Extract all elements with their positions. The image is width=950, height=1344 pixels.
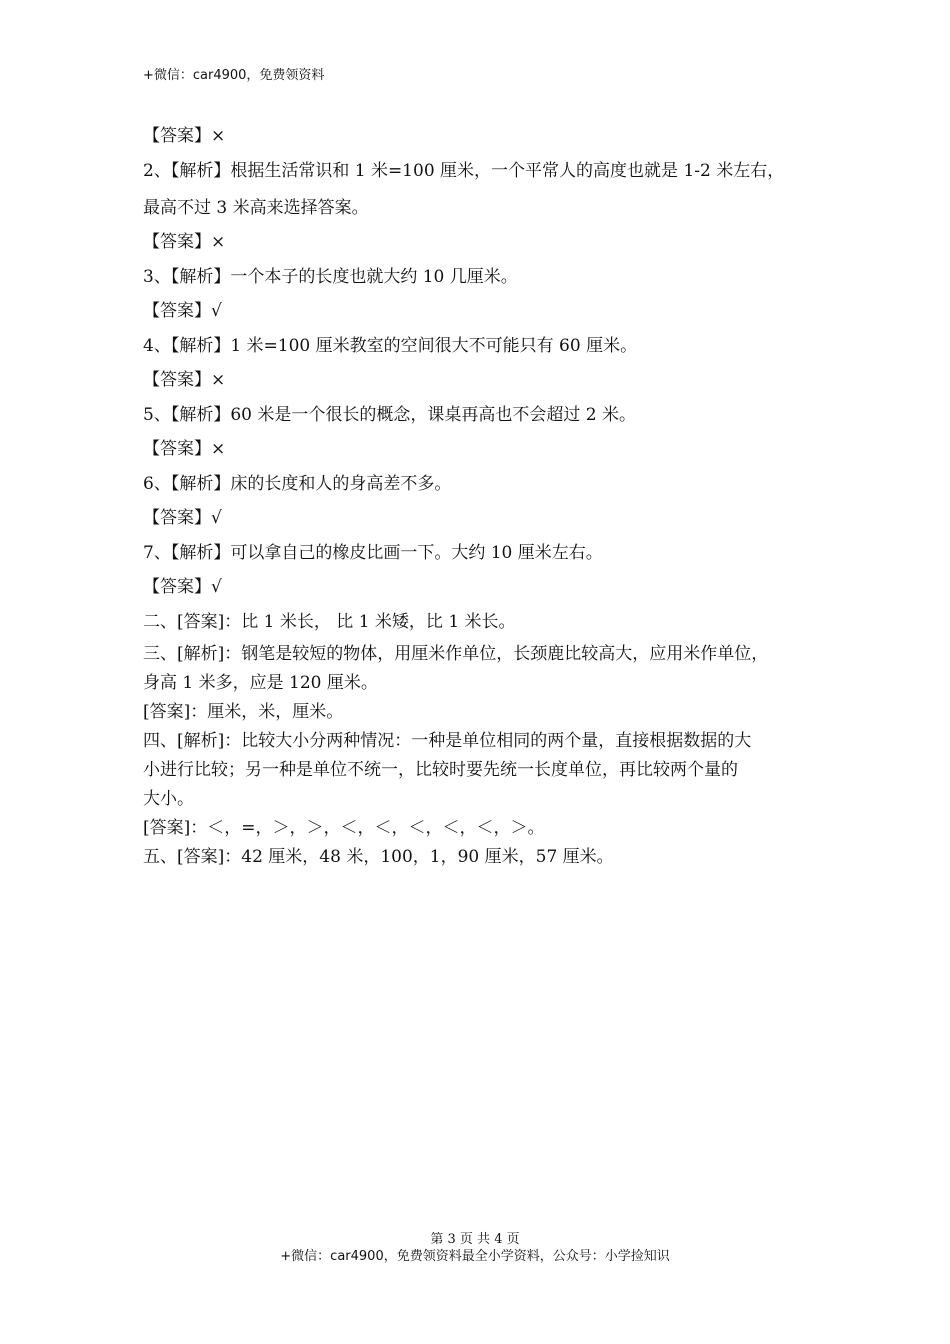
- analysis-line: 6、【解析】床的长度和人的身高差不多。: [143, 474, 452, 494]
- analysis-line: 7、【解析】可以拿自己的橡皮比画一下。大约 10 厘米左右。: [143, 543, 603, 563]
- footer-note: +微信：car4900，免费领资料最全小学资料，公众号：小学捡知识: [280, 1249, 670, 1264]
- analysis-line: 4、【解析】1 米=100 厘米教室的空间很大不可能只有 60 厘米。: [143, 336, 638, 356]
- analysis-line: 5、【解析】60 米是一个很长的概念，课桌再高也不会超过 2 米。: [143, 405, 636, 425]
- header-note: +微信：car4900，免费领资料: [143, 68, 325, 83]
- section-answer-line: 五、[答案]：42 厘米，48 米，100，1，90 厘米，57 厘米。: [143, 847, 614, 867]
- section-analysis-line: 小进行比较；另一种是单位不统一，比较时要先统一长度单位，再比较两个量的: [143, 760, 738, 780]
- section-analysis-line: 身高 1 米多，应是 120 厘米。: [143, 673, 378, 693]
- analysis-line: 2、【解析】根据生活常识和 1 米=100 厘米，一个平常人的高度也就是 1-2 米左右，: [143, 161, 785, 181]
- analysis-line: 3、【解析】一个本子的长度也就大约 10 几厘米。: [143, 267, 518, 287]
- section-analysis-line: 三、[解析]：钢笔是较短的物体，用厘米作单位，长颈鹿比较高大，应用米作单位，: [143, 644, 769, 664]
- answer-line: 【答案】×: [143, 126, 226, 146]
- answer-line: 【答案】√: [143, 508, 222, 528]
- answer-line: 【答案】√: [143, 301, 222, 321]
- section-answer-line: [答案]：厘米，米，厘米。: [143, 702, 344, 722]
- section-answer-line: [答案]：＜，=，＞，＞，＜，＜，＜，＜，＜，＞。: [143, 818, 545, 838]
- section-answer-line: 二、[答案]：比 1 米长， 比 1 米矮，比 1 米长。: [143, 612, 516, 632]
- section-analysis-line: 四、[解析]：比较大小分两种情况：一种是单位相同的两个量，直接根据数据的大: [143, 731, 752, 751]
- answer-line: 【答案】√: [143, 577, 222, 597]
- page-number: 第 3 页 共 4 页: [430, 1232, 520, 1247]
- answer-line: 【答案】×: [143, 439, 226, 459]
- answer-line: 【答案】×: [143, 232, 226, 252]
- analysis-line: 最高不过 3 米高来选择答案。: [143, 198, 369, 218]
- answer-line: 【答案】×: [143, 370, 226, 390]
- section-analysis-line: 大小。: [143, 789, 194, 809]
